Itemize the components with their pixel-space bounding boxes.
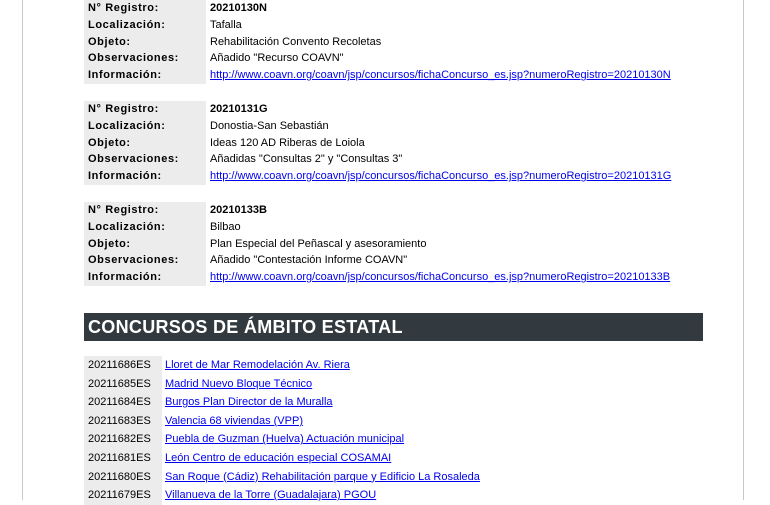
localizacion-value: Donostia-San Sebastián xyxy=(210,119,329,132)
registro-row xyxy=(84,101,704,118)
localizacion-label: Localización: xyxy=(84,118,206,135)
registro-code: 20211680ES xyxy=(84,468,162,487)
informacion-row xyxy=(84,67,704,84)
registro-code: 20211682ES xyxy=(84,430,162,449)
localizacion-label: Localización: xyxy=(84,219,206,236)
observaciones-label: Observaciones: xyxy=(84,50,206,67)
informacion-link[interactable]: http://www.coavn.org/coavn/jsp/concursos/fichaConcurso_es.jsp?numeroRegistro=20210131G xyxy=(210,170,672,183)
observaciones-label: Observaciones: xyxy=(84,151,206,168)
registro-row xyxy=(84,202,704,219)
objeto-row xyxy=(84,236,704,253)
observaciones-value: Añadidas "Consultas 2" y "Consultas 3" xyxy=(210,153,403,166)
objeto-value: Plan Especial del Peñascal y asesoramiento xyxy=(210,237,427,250)
registro-label: N° Registro: xyxy=(84,202,206,219)
informacion-link[interactable]: http://www.coavn.org/coavn/jsp/concursos/fichaConcurso_es.jsp?numeroRegistro=20210130N xyxy=(210,69,671,82)
registro-value: 20210131G xyxy=(210,103,268,115)
observaciones-row xyxy=(84,252,704,269)
competition-link[interactable]: San Roque (Cádiz) Rehabilitación parque y Edificio La Rosaleda xyxy=(165,470,480,483)
competition-link[interactable]: Madrid Nuevo Bloque Técnico xyxy=(165,377,313,390)
localizacion-row xyxy=(84,219,704,236)
informacion-value xyxy=(206,67,671,84)
observaciones-row xyxy=(84,50,704,67)
observaciones-value: Añadido "Recurso COAVN" xyxy=(210,52,344,65)
list-item xyxy=(84,486,704,505)
list-item xyxy=(84,412,704,431)
list-item xyxy=(84,375,704,394)
informacion-link[interactable]: http://www.coavn.org/coavn/jsp/concursos/fichaConcurso_es.jsp?numeroRegistro=20210133B xyxy=(210,271,671,284)
localizacion-value: Tafalla xyxy=(210,18,242,31)
informacion-label: Información: xyxy=(84,67,206,84)
competition-entry xyxy=(84,0,704,84)
list-item xyxy=(84,356,704,375)
registro-code: 20211679ES xyxy=(84,486,162,505)
observaciones-value: Añadido "Contestación Informe COAVN" xyxy=(210,254,408,267)
informacion-label: Información: xyxy=(84,168,206,185)
list-item xyxy=(84,430,704,449)
registro-row xyxy=(84,0,704,17)
registro-code: 20211681ES xyxy=(84,449,162,468)
informacion-value xyxy=(206,269,670,286)
localizacion-row xyxy=(84,17,704,34)
registro-value: 20210130N xyxy=(210,2,267,14)
registro-code: 20211686ES xyxy=(84,356,162,375)
observaciones-label: Observaciones: xyxy=(84,252,206,269)
objeto-row xyxy=(84,135,704,152)
registro-label: N° Registro: xyxy=(84,0,206,17)
section-title-estatal: CONCURSOS DE ÁMBITO ESTATAL xyxy=(84,313,703,341)
informacion-row xyxy=(84,168,704,185)
registro-code: 20211683ES xyxy=(84,412,162,431)
informacion-label: Información: xyxy=(84,269,206,286)
objeto-label: Objeto: xyxy=(84,34,206,51)
observaciones-row xyxy=(84,151,704,168)
competition-link[interactable]: Lloret de Mar Remodelación Av. Riera xyxy=(165,359,350,371)
informacion-row xyxy=(84,269,704,286)
registro-code: 20211685ES xyxy=(84,375,162,394)
objeto-value: Ideas 120 AD Riberas de Loiola xyxy=(210,136,365,149)
objeto-value: Rehabilitación Convento Recoletas xyxy=(210,35,382,48)
competition-link[interactable]: León Centro de educación especial COSAMAI xyxy=(165,451,392,464)
localizacion-value: Bilbao xyxy=(210,220,241,233)
competition-entry xyxy=(84,101,704,185)
competition-link[interactable]: Villanueva de la Torre (Guadalajara) PGOU xyxy=(165,489,377,502)
registro-label: N° Registro: xyxy=(84,101,206,118)
competition-link[interactable]: Valencia 68 viviendas (VPP) xyxy=(165,414,303,427)
list-item xyxy=(84,449,704,468)
list-item xyxy=(84,468,704,487)
competition-link[interactable]: Puebla de Guzman (Huelva) Actuación municipal xyxy=(165,433,405,446)
objeto-row xyxy=(84,34,704,51)
objeto-label: Objeto: xyxy=(84,236,206,253)
estatal-list xyxy=(84,356,704,505)
localizacion-label: Localización: xyxy=(84,17,206,34)
competition-link[interactable]: Burgos Plan Director de la Muralla xyxy=(165,396,333,409)
list-item xyxy=(84,393,704,412)
objeto-label: Objeto: xyxy=(84,135,206,152)
registro-value: 20210133B xyxy=(210,204,267,216)
competition-entry xyxy=(84,202,704,286)
registro-code: 20211684ES xyxy=(84,393,162,412)
informacion-value xyxy=(206,168,671,185)
localizacion-row xyxy=(84,118,704,135)
